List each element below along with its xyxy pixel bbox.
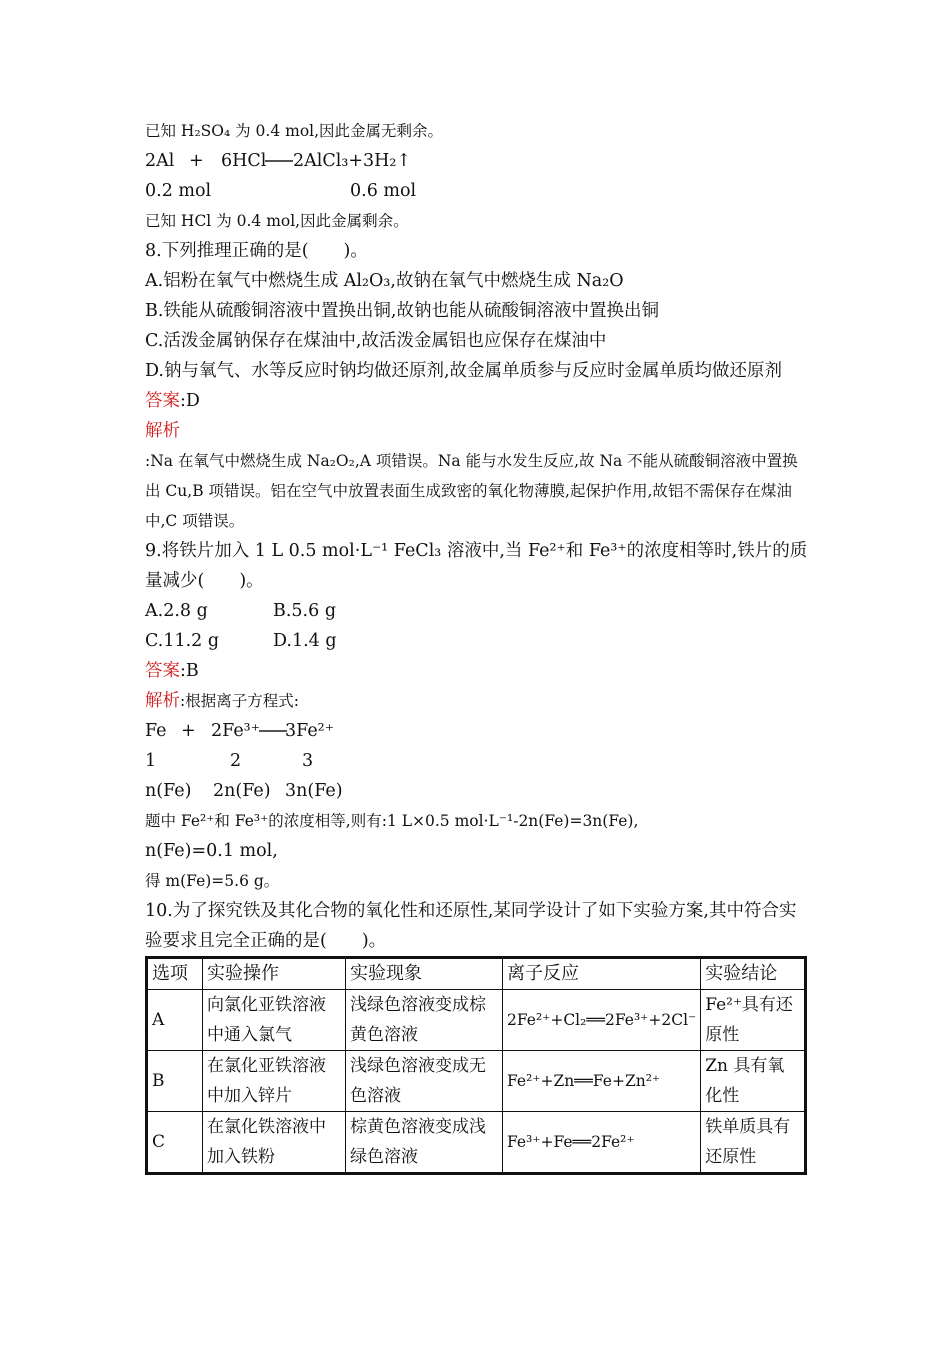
table-row: [147, 1051, 806, 1112]
text-line: n(Fe)=0.1 mol,: [145, 841, 278, 861]
header-cell: 实验结论: [701, 958, 806, 990]
table-header-row: [147, 958, 806, 990]
eq-plus: +: [189, 151, 204, 171]
ratio-term: 1: [145, 751, 157, 771]
q8-option-b: B.铁能从硫酸铜溶液中置换出铜,故钠也能从硫酸铜溶液中置换出铜: [145, 301, 659, 321]
eq-term: 2Fe³⁺: [211, 721, 260, 741]
q9-stem: 9.将铁片加入 1 L 0.5 mol·L⁻¹ FeCl₃ 溶液中,当 Fe²⁺和 Fe³⁺的浓度相等时,铁片的质量减少( )。: [145, 541, 808, 591]
table-cell: 2Fe²⁺+Cl₂══2Fe³⁺+2Cl⁻: [503, 990, 701, 1051]
table-row: [147, 990, 806, 1051]
document-page: [145, 116, 810, 1175]
q9-options-row2: [145, 626, 810, 656]
q8-option-a: A.铝粉在氧气中燃烧生成 Al₂O₃,故钠在氧气中燃烧生成 Na₂O: [145, 271, 624, 291]
eq-term: 2AlCl₃+3H₂↑: [293, 151, 412, 171]
eq-term: 6HCl: [221, 151, 267, 171]
table-cell: C: [147, 1112, 203, 1174]
q8-option-d: D.钠与氧气、水等反应时钠均做还原剂,故金属单质参与反应时金属单质均做还原剂: [145, 361, 783, 381]
eq-term: 2Al: [145, 151, 175, 171]
analysis-text: :根据离子方程式:: [180, 692, 299, 710]
table-cell: B: [147, 1051, 203, 1112]
equation-ratio-line: [145, 176, 810, 206]
ratio-line: [145, 746, 810, 776]
table-cell: Fe³⁺+Fe══2Fe²⁺: [503, 1112, 701, 1174]
text-line: 题中 Fe²⁺和 Fe³⁺的浓度相等,则有:1 L×0.5 mol·L⁻¹-2n(Fe)=3n(Fe),: [145, 812, 639, 830]
table-cell: A: [147, 990, 203, 1051]
answer-value: :B: [180, 661, 199, 681]
q8-analysis: [145, 416, 810, 536]
equal-arrow-icon: [265, 160, 293, 162]
q8-answer: [145, 386, 810, 416]
header-cell: 实验操作: [203, 958, 346, 990]
ionic-equation: [145, 716, 810, 746]
ratio-term: 2n(Fe): [213, 781, 271, 801]
answer-label: 答案: [145, 661, 180, 681]
q9-option-b: B.5.6 g: [273, 601, 337, 621]
table-cell: Zn 具有氧化性: [701, 1051, 806, 1112]
q9-analysis: [145, 686, 810, 716]
ratio-term: 3: [302, 751, 314, 771]
table-cell: 棕黄色溶液变成浅绿色溶液: [346, 1112, 503, 1174]
analysis-label: 解析: [145, 691, 180, 711]
ratio-term: n(Fe): [145, 781, 192, 801]
table-cell: 在氯化铁溶液中加入铁粉: [203, 1112, 346, 1174]
table-cell: Fe²⁺+Zn══Fe+Zn²⁺: [503, 1051, 701, 1112]
table-row: [147, 1112, 806, 1174]
ratio-line: [145, 776, 810, 806]
eq-term: Fe: [145, 721, 167, 741]
table-cell: 在氯化亚铁溶液中加入锌片: [203, 1051, 346, 1112]
q8-stem: 8.下列推理正确的是( )。: [145, 241, 368, 261]
q9-answer: [145, 656, 810, 686]
q8-option-c: C.活泼金属钠保存在煤油中,故活泼金属铝也应保存在煤油中: [145, 331, 607, 351]
analysis-text: :Na 在氧气中燃烧生成 Na₂O₂,A 项错误。Na 能与水发生反应,故 Na 不能从硫酸铜溶液中置换出 Cu,B 项错误。铝在空气中放置表面生成致密的氧化物薄膜,起保护作用,故铝不需保存在煤油中,C 项错误。: [145, 452, 798, 530]
answer-label: 答案: [145, 391, 180, 411]
answer-value: :D: [180, 391, 200, 411]
q10-stem: 10.为了探究铁及其化合物的氧化性和还原性,某同学设计了如下实验方案,其中符合实验要求且完全正确的是( )。: [145, 901, 797, 951]
header-cell: 选项: [147, 958, 203, 990]
ratio-term: 0.2 mol: [145, 181, 212, 201]
text-line: 已知 HCl 为 0.4 mol,因此金属剩余。: [145, 212, 409, 230]
table-cell: Fe²⁺具有还原性: [701, 990, 806, 1051]
equation-line: [145, 146, 810, 176]
ratio-term: 0.6 mol: [350, 181, 417, 201]
header-cell: 实验现象: [346, 958, 503, 990]
table-cell: 铁单质具有还原性: [701, 1112, 806, 1174]
q9-option-a: A.2.8 g: [145, 601, 208, 621]
text-line: 已知 H₂SO₄ 为 0.4 mol,因此金属无剩余。: [145, 122, 444, 140]
text-line: 得 m(Fe)=5.6 g。: [145, 872, 280, 890]
table-cell: 浅绿色溶液变成无色溶液: [346, 1051, 503, 1112]
ratio-term: 2: [230, 751, 242, 771]
header-cell: 离子反应: [503, 958, 701, 990]
eq-plus: +: [181, 721, 196, 741]
ratio-term: 3n(Fe): [285, 781, 343, 801]
table-cell: 浅绿色溶液变成棕黄色溶液: [346, 990, 503, 1051]
experiment-table: [145, 956, 807, 1175]
q9-option-d: D.1.4 g: [273, 631, 337, 651]
equal-arrow-icon: [259, 730, 287, 732]
analysis-label: 解析: [145, 421, 180, 441]
q9-options-row1: [145, 596, 810, 626]
q9-option-c: C.11.2 g: [145, 631, 220, 651]
eq-term: 3Fe²⁺: [285, 721, 334, 741]
table-cell: 向氯化亚铁溶液中通入氯气: [203, 990, 346, 1051]
